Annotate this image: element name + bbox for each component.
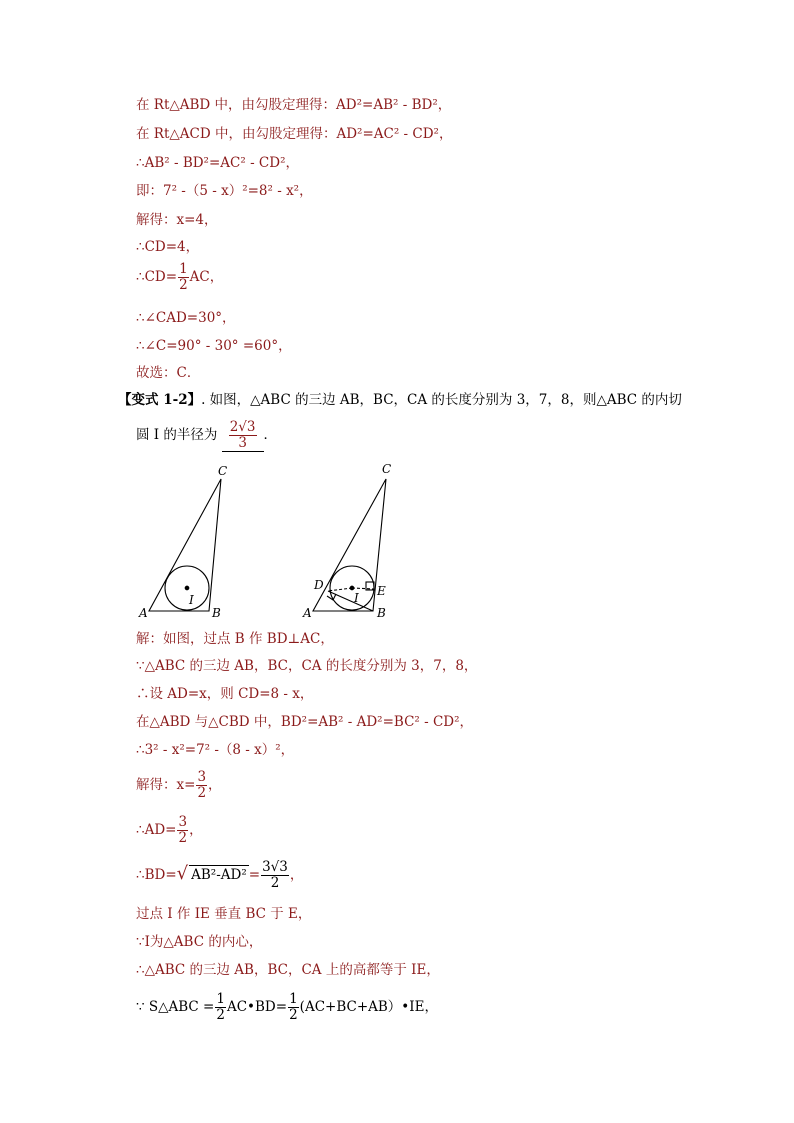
segment-ie	[352, 588, 374, 589]
sol1-l7-prefix: ∴CD=	[136, 269, 178, 285]
sol2-line-7	[136, 815, 203, 846]
sol2-l12-suffix: (AC+BC+AB）•IE，	[299, 999, 438, 1015]
problem-text: . 如图，△ABC 的三边 AB，BC，CA 的长度分别为 3，7，8，则△ABC 的内切	[201, 392, 682, 408]
sol1-line-3: ∴AB² - BD²=AC² - CD²，	[136, 155, 299, 171]
sol2-line-6	[136, 770, 222, 801]
fraction	[177, 815, 188, 846]
sol1-line-10: 故选：C．	[136, 365, 201, 381]
sol1-line-8: ∴∠CAD=30°，	[136, 310, 236, 326]
fraction-numerator: 3√3	[262, 859, 288, 875]
label-a-right: A	[303, 606, 312, 620]
label-d-right: D	[314, 578, 324, 592]
label-i-right: I	[354, 591, 359, 605]
comma: ，	[289, 867, 304, 883]
sol1-line-6: ∴CD=4，	[136, 239, 200, 255]
sol2-line-1: 解：如图，过点 B 作 BD⊥AC，	[136, 631, 334, 647]
sol2-line-5: ∴3² - x²=7² -（8 - x）²，	[136, 742, 295, 758]
answer-denominator: 3	[238, 435, 247, 451]
triangle-figures	[0, 455, 794, 625]
sol2-l12-middle: AC•BD=	[226, 999, 288, 1015]
sol2-line-12	[136, 992, 438, 1023]
sol2-l6-prefix: 解得：x=	[136, 777, 196, 793]
triangle-abc-left	[149, 479, 221, 611]
sol1-line-2: 在 Rt△ACD 中，由勾股定理得：AD²=AC² - CD²，	[136, 126, 453, 142]
sol2-l7-prefix: ∴AD=	[136, 822, 177, 838]
comma: ，	[189, 822, 203, 838]
label-i-left: I	[189, 593, 194, 607]
sol2-line-11: ∴△ABC 的三边 AB，BC，CA 上的高都等于 IE，	[136, 962, 440, 978]
sol2-line-2: ∵△ABC 的三边 AB，BC，CA 的长度分别为 3，7，8，	[136, 658, 478, 674]
sol1-line-5: 解得：x=4，	[136, 212, 218, 228]
fraction	[196, 770, 207, 801]
problem-text-2a: 圆 I 的半径为	[136, 427, 222, 443]
sol2-line-3: ∴设 AD=x，则 CD=8 - x，	[136, 686, 314, 702]
sol1-line-9: ∴∠C=90° - 30° =60°，	[136, 338, 292, 354]
label-c-left: C	[218, 464, 228, 478]
problem-line-2	[136, 420, 277, 452]
sol2-line-8	[136, 860, 303, 891]
fraction-denominator: 2	[270, 875, 280, 891]
fraction-numerator: 1	[179, 261, 188, 277]
sol2-line-4: 在△ABD 与△CBD 中，BD²=AB² - AD²=BC² - CD²，	[136, 714, 474, 730]
sol2-line-9: 过点 I 作 IE 垂直 BC 于 E，	[136, 906, 312, 922]
sol2-l8-prefix: ∴BD=	[136, 867, 177, 883]
incenter-dot-left	[185, 586, 189, 590]
fraction-denominator: 2	[178, 830, 188, 846]
answer-numerator: 2√3	[229, 419, 256, 435]
fraction	[215, 992, 226, 1023]
fraction-numerator: 1	[289, 991, 298, 1007]
label-b-left: B	[212, 606, 221, 620]
segment-id	[328, 588, 352, 591]
problem-tag: 【变式 1-2】	[118, 392, 202, 408]
fraction	[178, 262, 189, 293]
sol1-line-7	[136, 262, 223, 293]
fraction	[261, 860, 289, 891]
sol2-line-10: ∵I为△ABC 的内心，	[136, 934, 263, 950]
triangle-abc-right	[313, 479, 386, 611]
fraction	[288, 992, 299, 1023]
fraction-numerator: 1	[216, 991, 225, 1007]
fraction-denominator: 2	[216, 1007, 225, 1023]
sol2-l12-prefix: ∵ S△ABC =	[136, 999, 215, 1015]
label-c-right: C	[382, 462, 392, 476]
label-a-left: A	[139, 606, 148, 620]
figure-right	[313, 479, 386, 611]
fraction-denominator: 2	[197, 785, 207, 801]
sqrt-radicand: AB²-AD²	[191, 867, 247, 883]
fraction-denominator: 2	[179, 277, 188, 293]
sol1-line-4: 即：7² -（5 - x）²=8² - x²，	[136, 183, 313, 199]
sqrt-sign: √	[176, 863, 189, 884]
sol1-l7-suffix: AC，	[189, 269, 224, 285]
fraction-denominator: 2	[289, 1007, 298, 1023]
comma: ，	[208, 777, 222, 793]
equals: =	[248, 867, 261, 883]
figure-left	[149, 479, 221, 611]
problem-line-1	[118, 391, 682, 409]
sol1-line-1: 在 Rt△ABD 中，由勾股定理得：AD²=AB² - BD²，	[136, 97, 452, 113]
answer-fraction	[229, 420, 257, 451]
label-b-right: B	[377, 606, 386, 620]
fraction-numerator: 3	[178, 814, 188, 830]
problem-text-2b: ．	[263, 427, 277, 443]
answer-blank	[222, 420, 264, 452]
fraction-numerator: 3	[197, 769, 207, 785]
label-e-right: E	[377, 584, 386, 598]
